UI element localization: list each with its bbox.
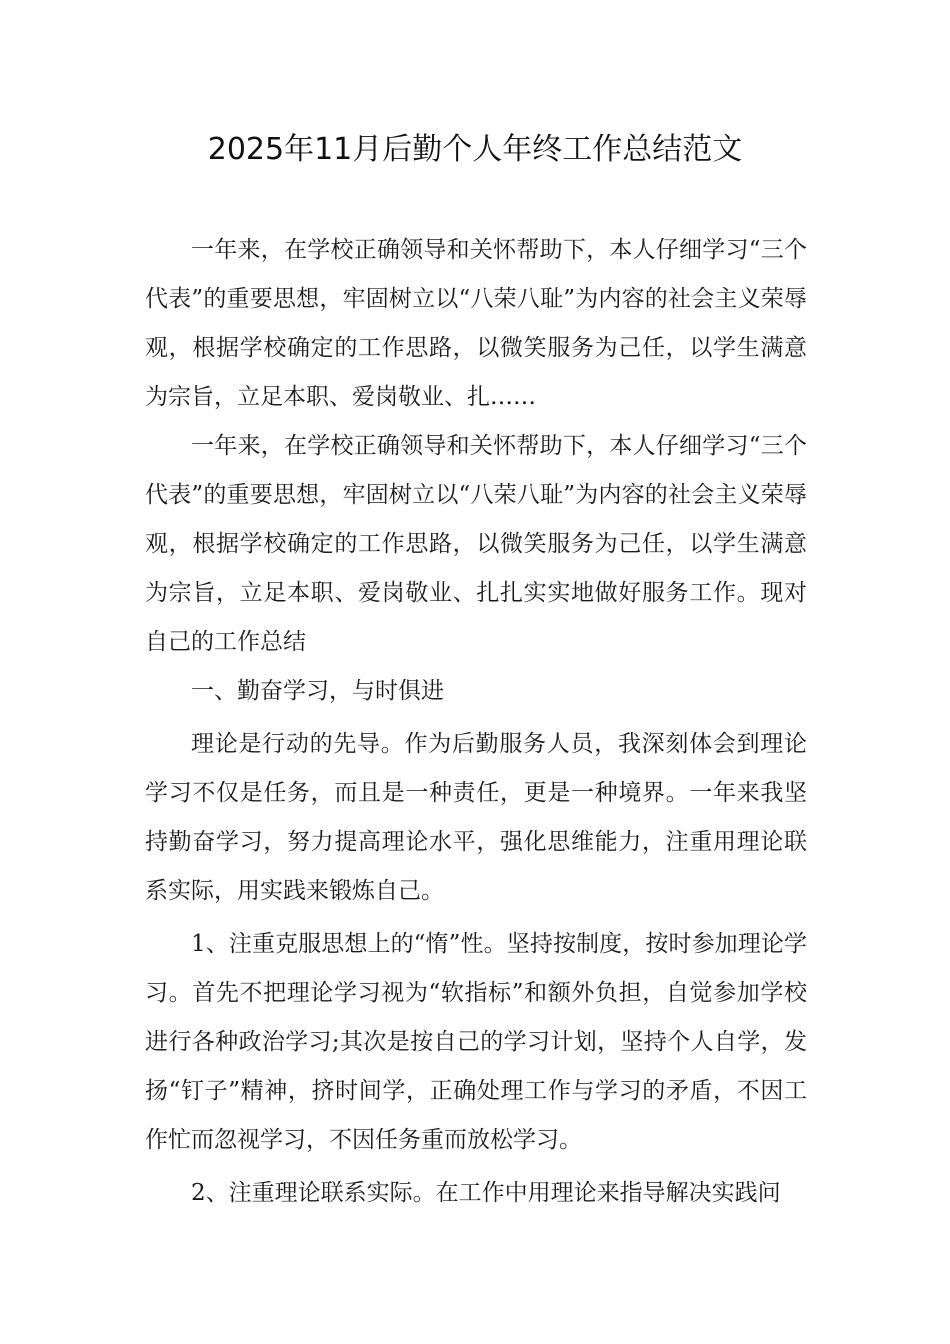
paragraph-intro-summary: 一年来，在学校正确领导和关怀帮助下，本人仔细学习“三个代表”的重要思想，牢固树立以“八荣八耻”为内容的社会主义荣辱观，根据学校确定的工作思路，以微笑服务为己任，以学生满意为宗旨，立足本职、爱岗敬业、扎…… — [145, 237, 807, 410]
document-title: 2025年11月后勤个人年终工作总结范文 — [207, 132, 743, 167]
paragraph-intro-full: 一年来，在学校正确领导和关怀帮助下，本人仔细学习“三个代表”的重要思想，牢固树立以“八荣八耻”为内容的社会主义荣辱观，根据学校确定的工作思路，以微笑服务为己任，以学生满意为宗旨，立足本职、爱岗敬业、扎扎实实地做好服务工作。现对自己的工作总结 — [145, 433, 807, 655]
document-body — [145, 226, 807, 1218]
paragraph-point-1: 1、注重克服思想上的“惰”性。坚持按制度，按时参加理论学习。首先不把理论学习视为“软指标”和额外负担，自觉参加学校进行各种政治学习;其次是按自己的学习计划，坚持个人自学，发扬“钉子”精神，挤时间学，正确处理工作与学习的矛盾，不因工作忙而忽视学习，不因任务重而放松学习。 — [145, 931, 807, 1153]
paragraph-point-2: 2、注重理论联系实际。在工作中用理论来指导解决实践问 — [191, 1180, 781, 1206]
section-heading-study: 一、勤奋学习，与时俱进 — [191, 678, 444, 704]
paragraph-theory: 理论是行动的先导。作为后勤服务人员，我深刻体会到理论学习不仅是任务，而且是一种责任，更是一种境界。一年来我坚持勤奋学习，努力提高理论水平，强化思维能力，注重用理论联系实际，用实践来锻炼自己。 — [145, 731, 807, 904]
